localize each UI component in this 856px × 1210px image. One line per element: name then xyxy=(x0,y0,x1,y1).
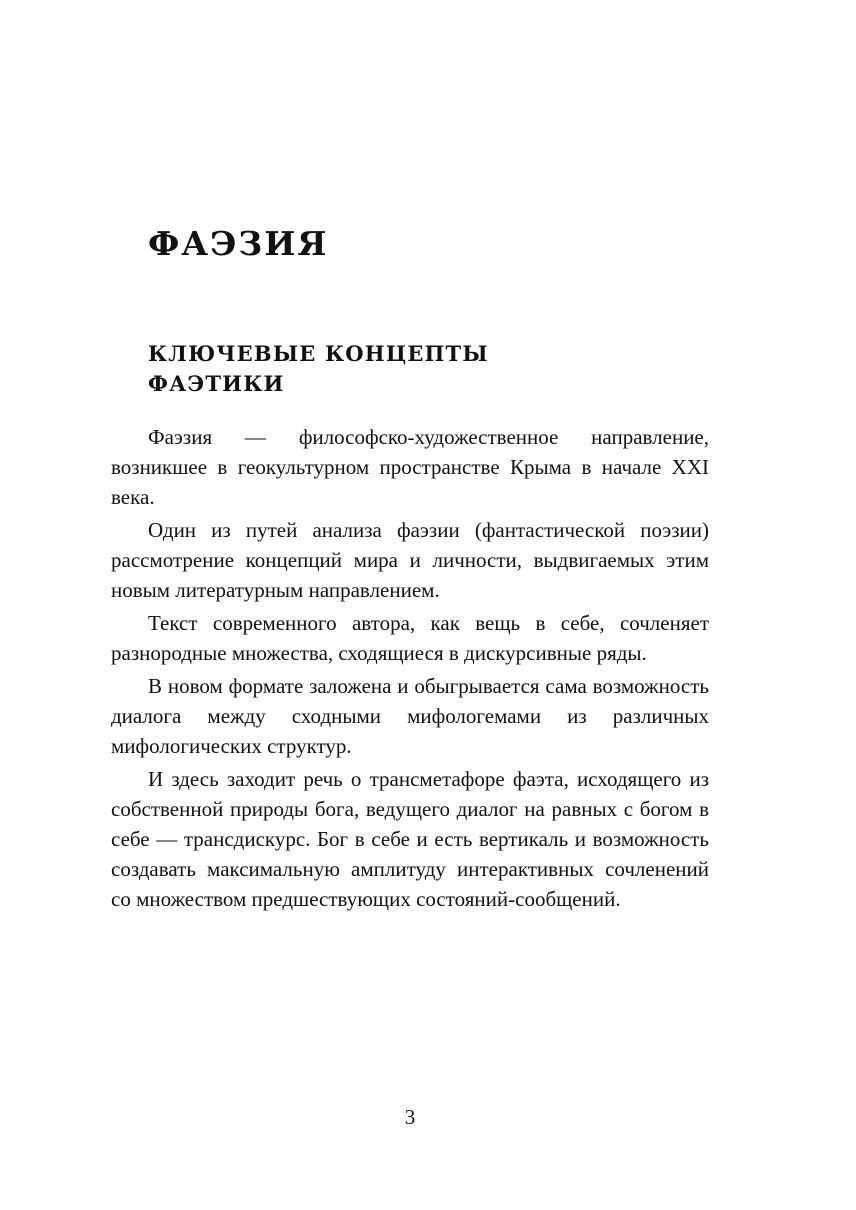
paragraph: Один из путей анализа фаэзии (фантастической поэзии) рассмотрение концепций мира и личности, выдвигаемых этим новым литературным направлением. xyxy=(111,518,709,602)
book-title: ФАЭЗИЯ xyxy=(148,224,329,263)
page-number: 3 xyxy=(404,1105,416,1129)
section-heading-line-2: ФАЭТИКИ xyxy=(148,371,285,396)
section-heading xyxy=(148,339,489,399)
body-text xyxy=(111,422,709,917)
paragraph: Текст современного автора, как вещь в себе, сочленяет разнородные множества, сходящиеся в дискурсивные ряды. xyxy=(111,611,709,665)
paragraph: И здесь заходит речь о трансметафоре фаэта, исходящего из собственной природы бога, ведущего диалог на равных с богом в себе — трансдискурс. Бог в себе и есть вертикаль и возможность создавать максимальную амплитуду интерактивных сочленений со множеством предшествующих состояний-сообщений. xyxy=(111,767,709,911)
paragraph: Фаэзия — философско-художественное направление, возникшее в геокультурном пространстве Крыма в начале XXI века. xyxy=(111,425,709,509)
paragraph: В новом формате заложена и обыгрывается сама возможность диалога между сходными мифологемами из различных мифологических структур. xyxy=(111,674,709,758)
section-heading-line-1: КЛЮЧЕВЫЕ КОНЦЕПТЫ xyxy=(148,341,489,366)
